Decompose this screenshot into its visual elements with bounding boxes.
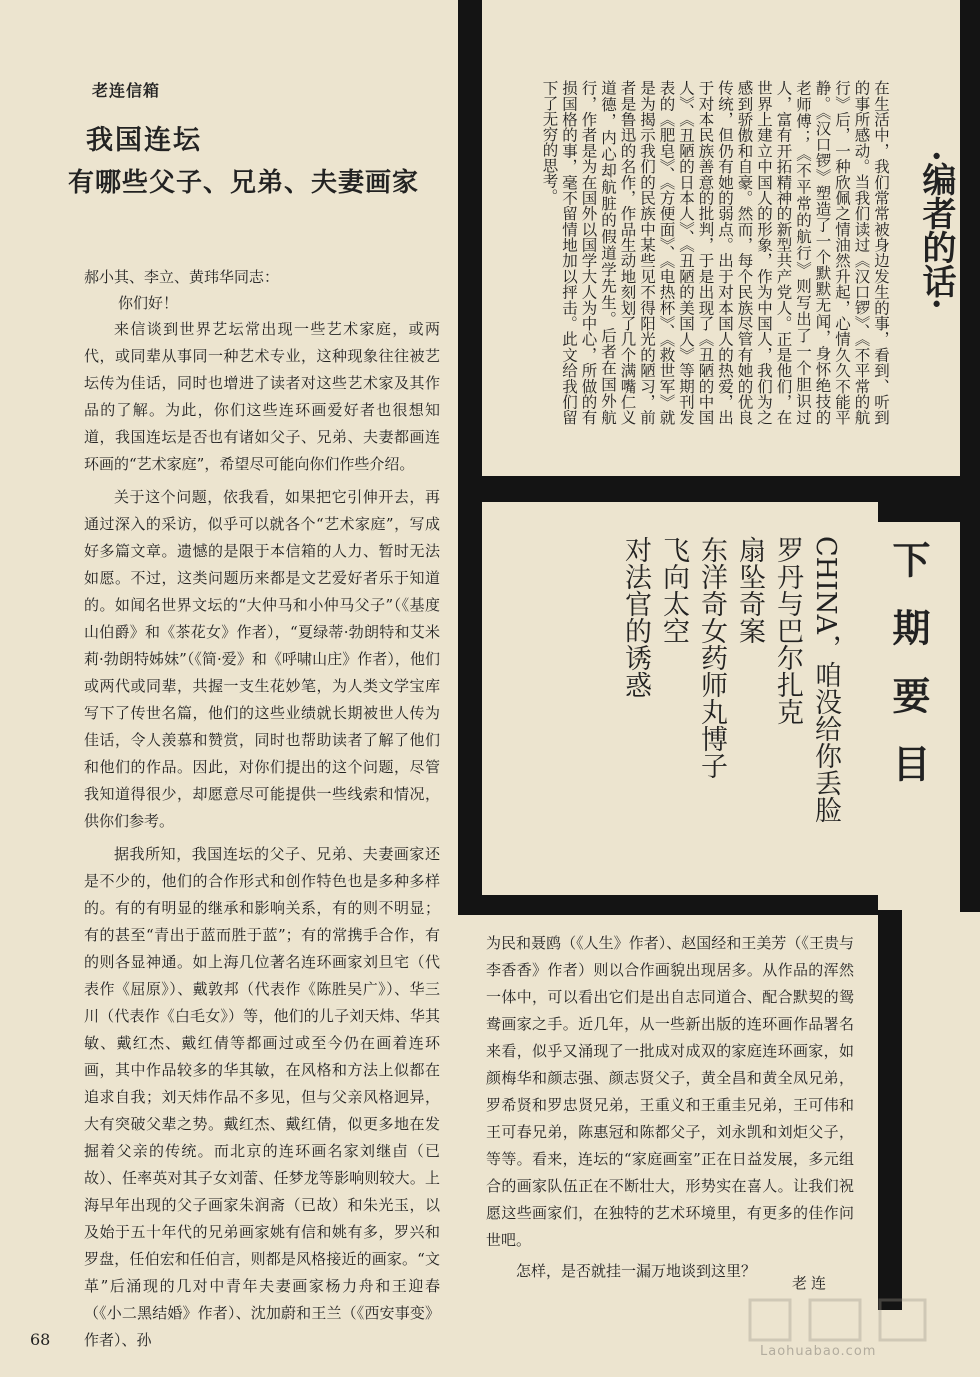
frame-band-lower-left bbox=[458, 895, 482, 915]
letter-paragraph: 据我所知，我国连坛的父子、兄弟、夫妻画家还是不少的，他们的合作形式和创作特色也是多种多样的。有的有明显的继承和影响关系，有的则不明显；有的甚至“青出于蓝而胜于蓝”；有的常携手合作，有的则各显神通。如上海几位著名连环画家刘旦宅（代表作《屈原》）、戴敦邦（代表作《陈胜吴广》）、华三川（代表作《白毛女》）等，他们的儿子刘天炜、华其敏、戴红杰、戴红倩等都画过或至今仍在画着连环画，其中作品较多的华其敏，在风格和方法上似都在追求自我；刘天炜作品不多见，但与父亲风格迥异，大有突破父辈之势。戴红杰、戴红倩，似更多地在发掘着父亲的传统。而北京的连环画名家刘继卣（已故）、任率英对其子女刘蕾、任梦龙等影响则较大。上海早年出现的父子画家朱润斋（已故）和朱光玉，以及始于五十年代的兄弟画家姚有信和姚有多，罗兴和罗盘，任伯宏和任伯言，则都是风格接近的画家。“文革”后涌现的几对中青年夫妻画家杨力舟和王迎春（《小二黑结婚》作者）、沈加蔚和王兰（《西安事变》作者）、孙 bbox=[84, 845, 440, 1349]
next-issue-item: 东洋奇女药师丸博子 bbox=[696, 536, 727, 779]
letter-continuation bbox=[486, 930, 854, 1285]
salutation: 郝小其、李立、黄玮华同志： bbox=[84, 268, 280, 286]
greeting: 你们好！ bbox=[118, 294, 179, 312]
article-subtitle: 有哪些父子、兄弟、夫妻画家 bbox=[68, 168, 420, 198]
continuation-paragraph: 为民和聂鸥（《人生》作者）、赵国经和王美芳（《王贵与李香香》作者）则以合作画貌出现居多。从作品的浑然一体中，可以看出它们是出自志同道合、配合默契的鸳鸯画家之手。近几年，从一些新出版的连环画作品署名来看，似乎又涌现了一批成对成双的家庭连环画家，如颜梅华和颜志强、颜志贤父子，黄全昌和黄全凤兄弟，罗希贤和罗忠贤兄弟，王重义和王重圭兄弟，王可伟和王可春兄弟，陈惠冠和陈都父子，刘永凯和刘炬父子，等等。看来，连坛的“家庭画室”正在日益发展，多元组合的画家队伍正在不断壮大，形势实在喜人。让我们祝愿这些画家们，在独特的艺术环境里，有更多的佳作问世吧。 bbox=[486, 934, 854, 1249]
letter-paragraph: 来信谈到世界艺坛常出现一些艺术家庭，或两代，或同辈从事同一种艺术专业，这种现象往往被艺坛传为佳话，同时也增进了读者对这些艺术家及其作品的了解。为此，你们这些连环画爱好者也很想知道，我国连坛是否也有诸如父子、兄弟、夫妻都画连环画的“艺术家庭”，希望尽可能向你们作些介绍。 bbox=[84, 320, 440, 473]
frame-band-right-mid bbox=[960, 502, 980, 912]
letter-body bbox=[84, 316, 440, 1360]
editor-note-title: ·编者的话· bbox=[916, 150, 956, 310]
column-label: 老连信箱 bbox=[92, 81, 161, 100]
article-title: 我国连坛 bbox=[86, 125, 202, 156]
frame-band-horizontal-middle bbox=[458, 476, 980, 502]
watermark-url: Laohuabao.com bbox=[760, 1344, 877, 1359]
next-issue-item: 罗丹与巴尔扎克 bbox=[772, 536, 803, 725]
watermark-logo-icon bbox=[740, 1290, 940, 1350]
next-issue-title: 下期要目 bbox=[886, 540, 931, 812]
signature: 老连 bbox=[792, 1274, 831, 1292]
page-number: 68 bbox=[30, 1330, 51, 1349]
next-issue-item: 扇坠奇案 bbox=[734, 536, 765, 644]
next-issue-item: CHINA，咱没给你丢脸 bbox=[810, 536, 841, 823]
next-issue-item: 飞向太空 bbox=[658, 536, 689, 644]
editor-note-text: 在生活中，我们常常被身边发生的事，看到、听到的事所感动。当我们读过《汉口锣》、《不平常的航行》后，一种欣佩之情油然升起，心情久久不能平静。《汉口锣》塑造了一个默默无闻，身怀绝技的老师傅；《不平常的航行》则写出了一个胆识过人，富有开拓精神的新型共产党人。正是他们，在世界上建立中国人的形象，作为中国人，我们为之感到骄傲和自豪。然而，每个民族尽管有她的优良传统，但仍有她的弱点。出于对本国人的热爱，出于对本民族善意的批判，于是出现了《丑陋的中国人》、《丑陋的日本人》、《丑陋的美国人》等期刊发表的《肥皂》、《方便面》、《电热杯》、《救世军》就是为揭示我们的民族中某些见不得阳光的陋习，前者是鲁迅的名作，作品生动地刻划了几个满嘴仁义道德，内心却航脏的假道学先生。后者在国外航行，作者是为在国外以国学大人为中心，所做的有损国格的事，毫不留情地加以抨击。此文给我们留下了无穷的思考。 bbox=[540, 80, 890, 425]
next-issue-list bbox=[574, 536, 844, 876]
next-issue-item: 对法官的诱惑 bbox=[620, 536, 651, 698]
continuation-closing: 怎样，是否就挂一漏万地谈到这里？ bbox=[516, 1262, 757, 1280]
frame-band-lower-vertical bbox=[878, 910, 902, 1310]
frame-band-next-issue-bottom bbox=[482, 895, 878, 915]
letter-paragraph: 关于这个问题，依我看，如果把它引伸开去，再通过深入的采访，似乎可以就各个“艺术家庭”，写成好多篇文章。遗憾的是限于本信箱的人力、暂时无法如愿。不过，这类问题历来都是文艺爱好者乐于知道的。如闻名世界文坛的“大仲马和小仲马父子”（《基度山伯爵》和《茶花女》作者），“夏绿蒂·勃朗特和艾米莉·勃朗特姊妹”（《简·爱》和《呼啸山庄》作者），他们或两代或同辈，共握一支生花妙笔，为人类文学宝库写下了传世名篇，他们的这些业绩就长期被世人传为佳话，令人羡慕和赞赏，同时也帮助读者了解了他们和他们的作品。因此，对你们提出的这个问题，尽管我知道得很少，却愿意尽可能提供一些线索和情况，供你们参考。 bbox=[84, 488, 440, 830]
frame-band-vertical-left bbox=[458, 0, 482, 915]
